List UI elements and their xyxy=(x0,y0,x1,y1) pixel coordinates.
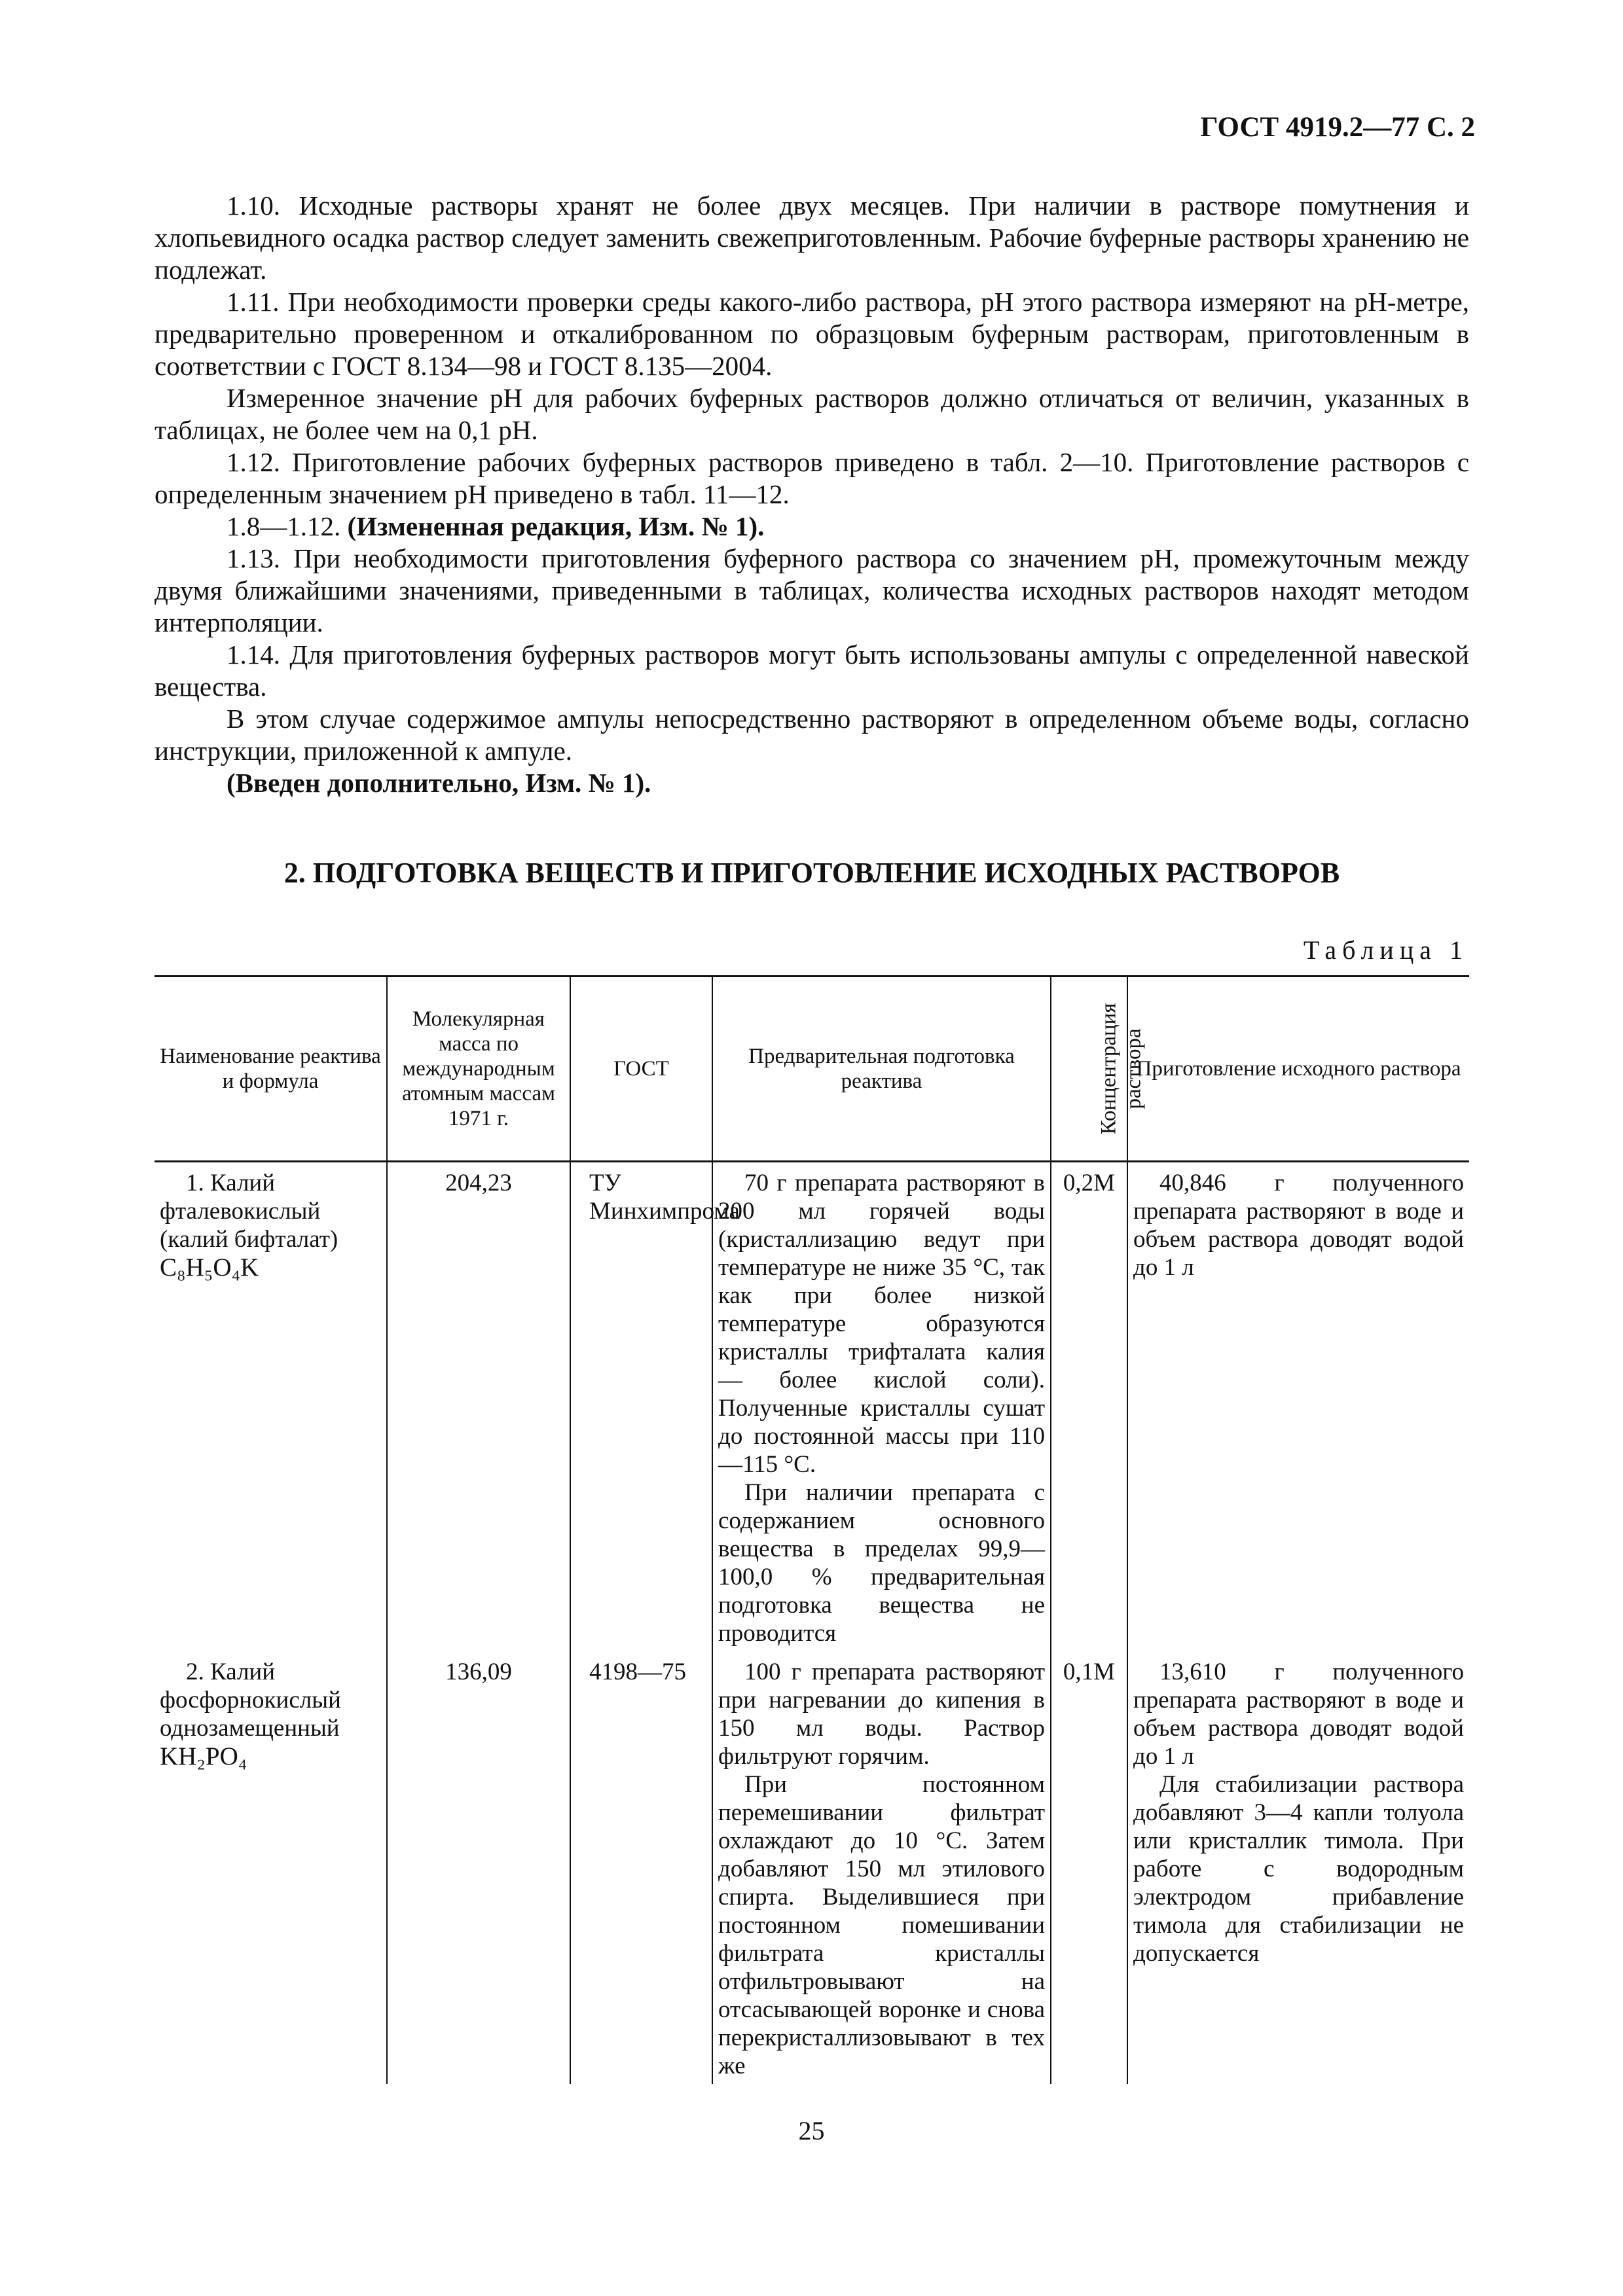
cell-concentration: 0,2М xyxy=(1051,1162,1127,1652)
paragraph-1-11: 1.11. При необходимости проверки среды какого-либо раствора, pH этого раствора измеряют на pH-метре, предварительно проверенном и откалиброванном по образцовым буферным растворам, приготовленным в соответствии с ГОСТ 8.134—98 и ГОСТ 8.135—2004. xyxy=(155,287,1469,381)
header-gost: ГОСТ xyxy=(570,977,712,1162)
amendment-note: (Измененная редакция, Изм. № 1). xyxy=(347,511,765,541)
cell-prep: 70 г препарата растворяют в 200 мл горячей воды (кристаллизацию ведут при температуре не ниже 35 °С, так как при более низкой температуре образуются кристаллы трифталата калия — более кислой соли). Полученные кристаллы сушат до постоянной массы при 110—115 °С. При наличии препарата с содержанием основного вещества в пределах 99,9—100,0 % предварительная подготовка вещества не проводится xyxy=(712,1162,1051,1652)
cell-gost: 4198—75 xyxy=(570,1651,712,2084)
cell-gost: ТУ Минхимпрома xyxy=(570,1162,712,1652)
table-row xyxy=(155,1162,1469,1652)
section-title: 2. ПОДГОТОВКА ВЕЩЕСТВ И ПРИГОТОВЛЕНИЕ ИСХОДНЫХ РАСТВОРОВ xyxy=(283,857,1340,889)
cell-formula: C₈H₅O₄K xyxy=(160,1253,259,1282)
reagents-table xyxy=(155,975,1469,2084)
cell-mass: 204,23 xyxy=(387,1162,570,1652)
paragraph-ph-measure: Измеренное значение pH для рабочих буферных растворов должно отличаться от величин, указанных в таблицах, не более чем на 0,1 pH. xyxy=(155,383,1469,445)
cell-name: 2. Калий фосфорнокислый однозамещенный KH₂PO₄ xyxy=(155,1651,387,2084)
table-caption: Таблица 1 xyxy=(1303,935,1468,965)
cell-name: 1. Калий фталевокислый (калий бифталат) C₈H₅O₄K xyxy=(155,1162,387,1652)
paragraph-1-12: 1.12. Приготовление рабочих буферных растворов приведено в табл. 2—10. Приготовление растворов с определенным значением pH приведено в табл. 11—12. xyxy=(155,447,1469,509)
table-row xyxy=(155,1651,1469,2084)
amendment-prefix: 1.8—1.12. xyxy=(227,511,348,541)
header-solution: Приготовление исходного раствора xyxy=(1127,977,1469,1162)
cell-prep: 100 г препарата растворяют при нагревании до кипения в 150 мл воды. Раствор фильтруют горячим. При постоянном перемешивании фильтрат охлаждают до 10 °С. Затем добавляют 150 мл этилового спирта. Выделившиеся при постоянном помешивании фильтрата кристаллы отфильтровывают на отсасывающей воронке и снова перекристаллизовывают в тех же xyxy=(712,1651,1051,2084)
header-prep: Предварительная подготовка реактива xyxy=(712,977,1051,1162)
paragraph-ampule: В этом случае содержимое ампулы непосредственно растворяют в определенном объеме воды, согласно инструкции, приложенной к ампуле. xyxy=(155,704,1469,766)
page-header: ГОСТ 4919.2—77 С. 2 xyxy=(1200,112,1475,143)
cell-solution: 13,610 г полученного препарата растворяют в воде и объем раствора доводят водой до 1 л Для стабилизации раствора добавляют 3—4 капли толуола или кристаллик тимола. При работе с водородным электродом прибавление тимола для стабилизации не допускается xyxy=(1127,1651,1469,2084)
cell-formula: KH₂PO₄ xyxy=(160,1742,247,1770)
cell-solution: 40,846 г полученного препарата растворяют в воде и объем раствора доводят водой до 1 л xyxy=(1127,1162,1469,1652)
page-number: 25 xyxy=(798,2116,825,2145)
table-header-row xyxy=(155,977,1469,1162)
paragraph-1-14: 1.14. Для приготовления буферных растворов могут быть использованы ампулы с определенной навеской вещества. xyxy=(155,639,1469,702)
header-concentration xyxy=(1051,977,1146,1162)
paragraph-1-10: 1.10. Исходные растворы хранят не более двух месяцев. При наличии в растворе помутнения и хлопьевидного осадка раствор следует заменить свежеприготовленным. Рабочие буферные растворы хранению не подлежат. xyxy=(155,190,1469,285)
cell-mass: 136,09 xyxy=(387,1651,570,2084)
paragraph-1-13: 1.13. При необходимости приготовления буферного раствора со значением pH, промежуточным между двумя ближайшими значениями, приведенными в таблицах, количества исходных растворов находят методом интерполяции. xyxy=(155,543,1469,637)
paragraph-amendment-2: (Введен дополнительно, Изм. № 1). xyxy=(227,768,651,798)
header-mass: Молекулярная масса по международным атомным массам 1971 г. xyxy=(387,977,570,1162)
body-text xyxy=(155,190,1469,799)
paragraph-amendment-1 xyxy=(155,511,1469,543)
header-name: Наименование реактива и формула xyxy=(155,977,387,1162)
cell-concentration: 0,1М xyxy=(1051,1651,1127,2084)
header-concentration-label: Концентрация раствора xyxy=(1097,1003,1146,1135)
